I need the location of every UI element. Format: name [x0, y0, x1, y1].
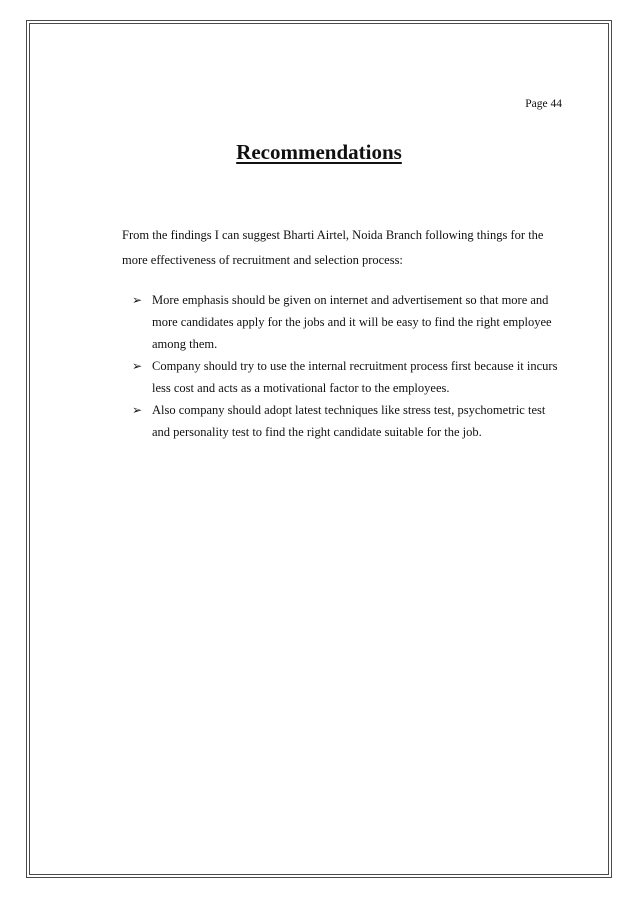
page-number: Page 44	[525, 98, 562, 110]
list-item-text: More emphasis should be given on internet and advertisement so that more and more candidates apply for the jobs and it will be easy to find the right employee among them.	[152, 293, 552, 351]
list-item	[122, 355, 562, 399]
arrow-bullet-icon: ➢	[132, 403, 143, 417]
arrow-bullet-icon: ➢	[132, 293, 143, 307]
page-title: Recommendations	[236, 140, 402, 164]
recommendations-list	[122, 289, 562, 443]
intro-paragraph: From the findings I can suggest Bharti Airtel, Noida Branch following things for the more effectiveness of recruitment and selection process:	[122, 228, 544, 267]
list-item-text: Company should try to use the internal recruitment process first because it incurs less cost and acts as a motivational factor to the employees.	[152, 359, 558, 395]
list-item-text: Also company should adopt latest techniques like stress test, psychometric test and personality test to find the right candidate suitable for the job.	[152, 403, 546, 439]
list-item	[122, 399, 562, 443]
arrow-bullet-icon: ➢	[132, 359, 143, 373]
list-item	[122, 289, 562, 355]
